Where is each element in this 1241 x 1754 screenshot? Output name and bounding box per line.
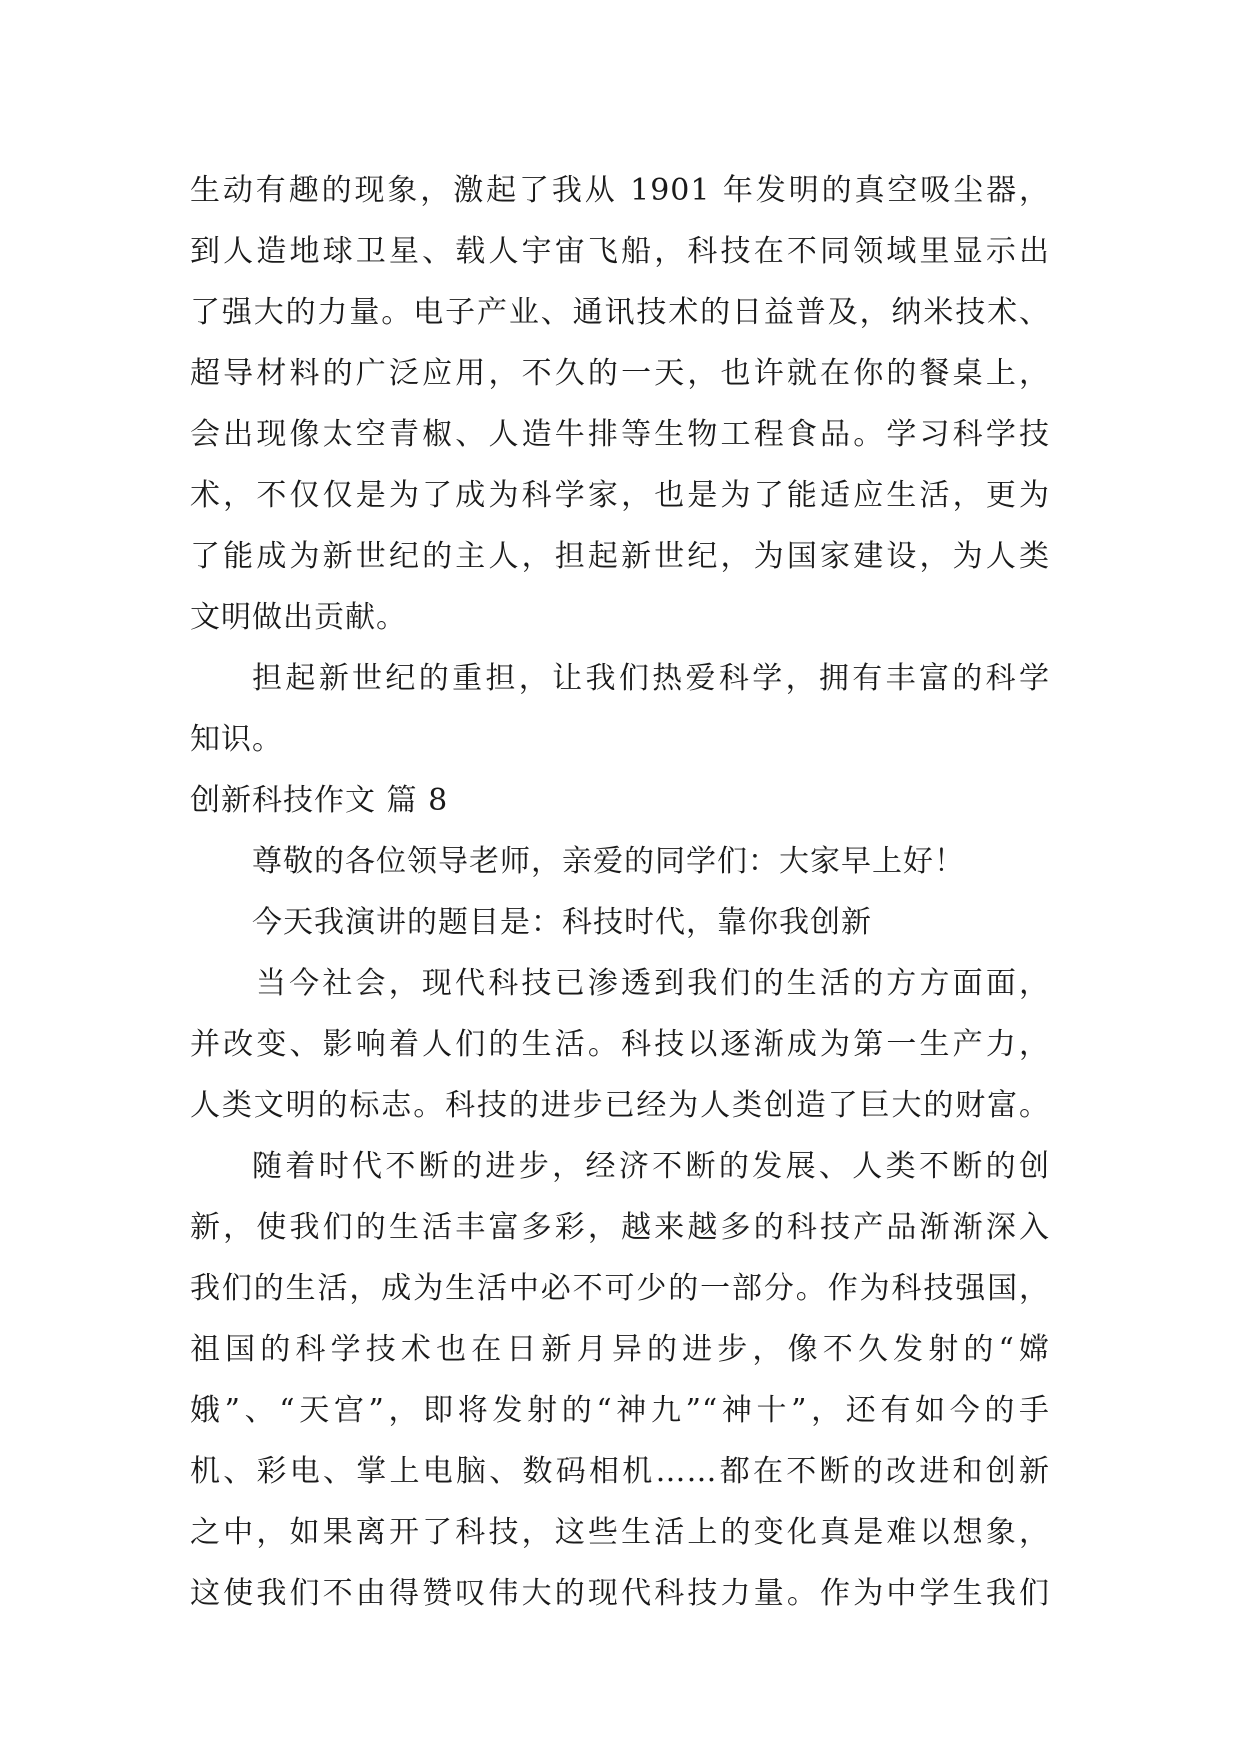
text-line: 我们的生活，成为生活中必不可少的一部分。作为科技强国， <box>190 1271 1050 1306</box>
text-line: 祖国的科学技术也在日新月异的进步，像不久发射的“嫦 <box>190 1332 1050 1367</box>
text-line: 娥”、“天宫”，即将发射的“神九”“神十”，还有如今的手 <box>190 1393 1050 1428</box>
text-line: 生动有趣的现象，激起了我从 1901 年发明的真空吸尘器， <box>190 173 1050 208</box>
text-line: 并改变、影响着人们的生活。科技以逐渐成为第一生产力， <box>190 1027 1050 1062</box>
text-line: 了强大的力量。电子产业、通讯技术的日益普及，纳米技术、 <box>190 295 1050 330</box>
text-line: 这使我们不由得赞叹伟大的现代科技力量。作为中学生我们 <box>190 1576 1050 1611</box>
document-body <box>190 160 1050 1624</box>
text-line: 机、彩电、掌上电脑、数码相机……都在不断的改进和创新 <box>190 1454 1050 1489</box>
text-line: 新，使我们的生活丰富多彩，越来越多的科技产品渐渐深入 <box>190 1210 1050 1245</box>
text-line: 会出现像太空青椒、人造牛排等生物工程食品。学习科学技 <box>190 417 1050 452</box>
text-line: 尊敬的各位领导老师，亲爱的同学们：大家早上好！ <box>252 844 965 879</box>
text-line: 当今社会，现代科技已渗透到我们的生活的方方面面， <box>256 966 1050 1001</box>
text-line: 到人造地球卫星、载人宇宙飞船，科技在不同领域里显示出 <box>190 234 1050 269</box>
text-line: 了能成为新世纪的主人，担起新世纪，为国家建设，为人类 <box>190 539 1050 574</box>
text-line: 超导材料的广泛应用，不久的一天，也许就在你的餐桌上， <box>190 356 1050 391</box>
text-line: 文明做出贡献。 <box>190 600 407 635</box>
text-line: 今天我演讲的题目是：科技时代，靠你我创新 <box>252 905 872 940</box>
text-line: 术，不仅仅是为了成为科学家，也是为了能适应生活，更为 <box>190 478 1050 513</box>
text-line: 之中，如果离开了科技，这些生活上的变化真是难以想象， <box>190 1515 1050 1550</box>
text-line: 随着时代不断的进步，经济不断的发展、人类不断的创 <box>252 1149 1050 1184</box>
text-line: 知识。 <box>190 722 283 757</box>
text-line: 人类文明的标志。科技的进步已经为人类创造了巨大的财富。 <box>190 1088 1050 1123</box>
text-line: 创新科技作文 篇 8 <box>190 783 449 818</box>
text-line: 担起新世纪的重担，让我们热爱科学，拥有丰富的科学 <box>252 661 1050 696</box>
